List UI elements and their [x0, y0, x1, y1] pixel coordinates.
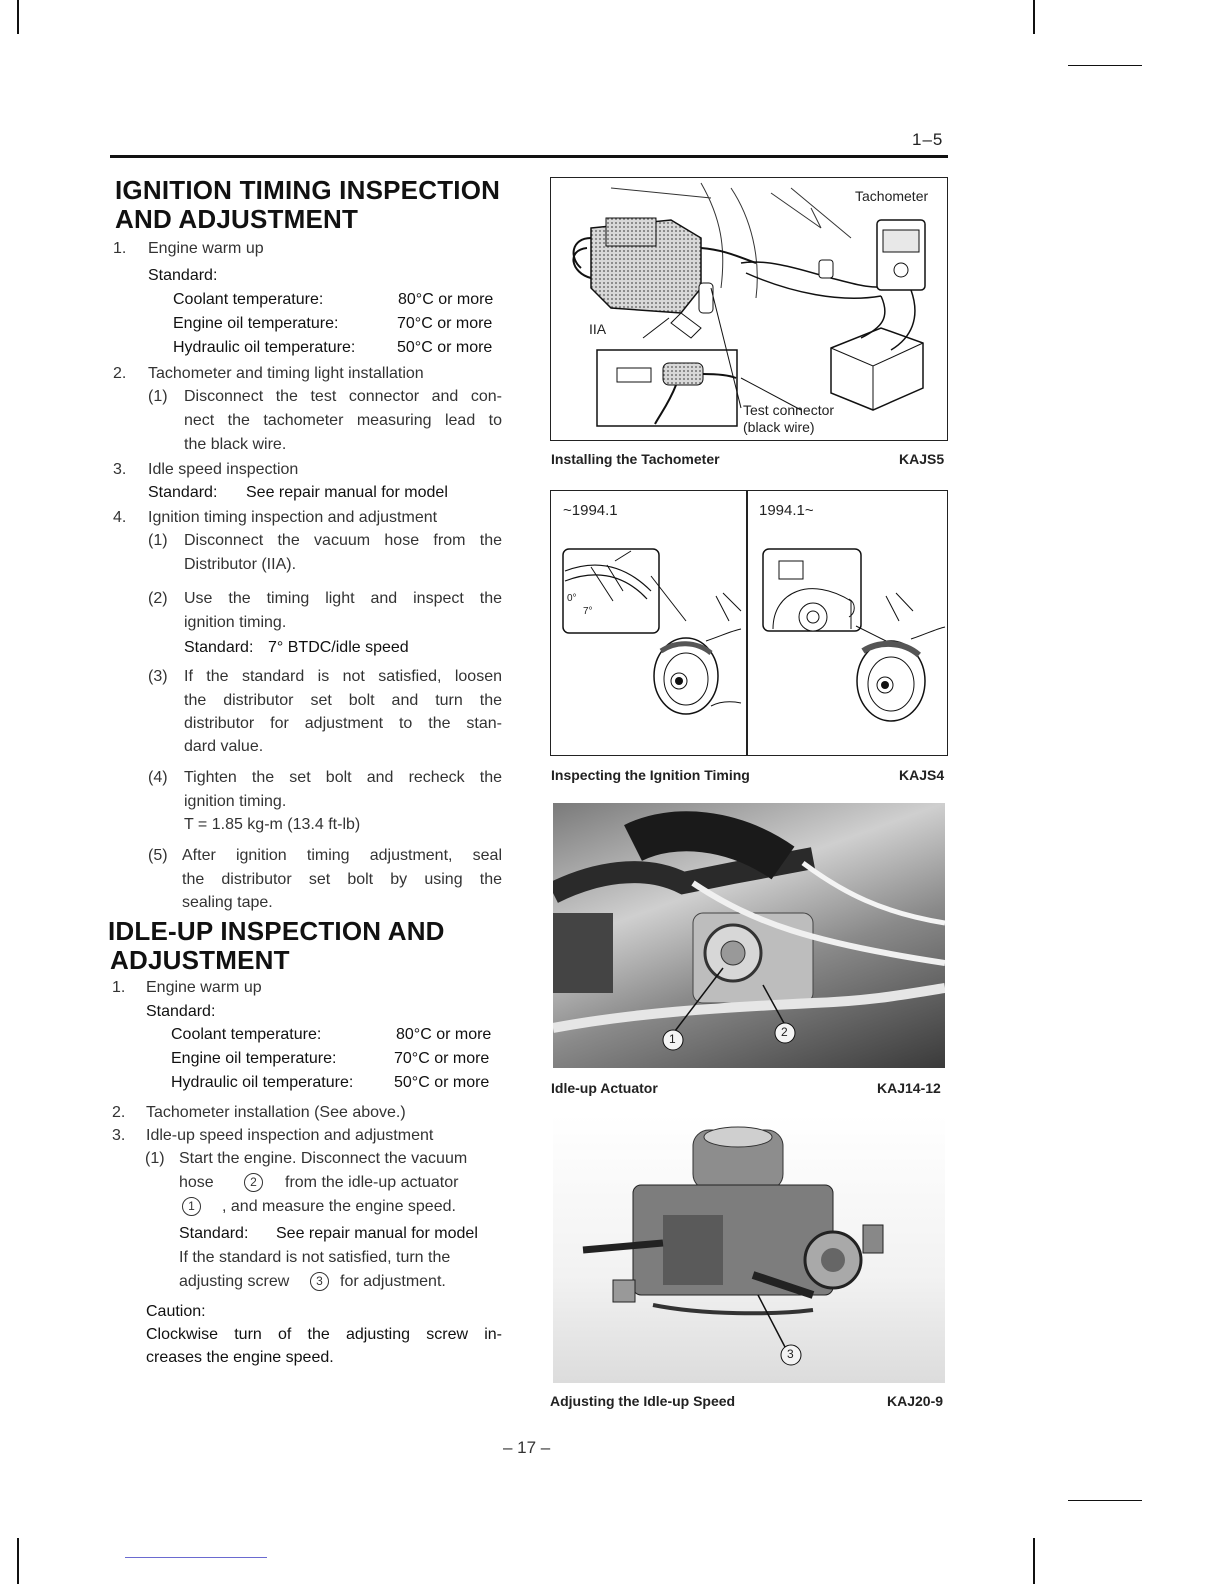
callout-circle-3: 3 — [310, 1272, 329, 1291]
substep-text: If the standard is not satisfied, turn the — [179, 1249, 451, 1266]
substep-text: the distributor set bolt and turn the — [184, 692, 502, 709]
ignition-title-line2: AND ADJUSTMENT — [115, 204, 359, 234]
step-number: 1. — [113, 240, 127, 257]
step-text: Idle speed inspection — [148, 461, 299, 478]
page-number: – 17 – — [503, 1438, 551, 1457]
black-wire-label: (black wire) — [743, 419, 815, 435]
callout-circle-2: 2 — [244, 1173, 263, 1192]
callout-1: 1 — [669, 1032, 676, 1046]
substep-text: ignition timing. — [184, 614, 287, 631]
substep-text: Start the engine. Disconnect the vacuum — [179, 1150, 468, 1167]
callout-2: 2 — [781, 1025, 788, 1039]
degree-7-label: 7° — [583, 606, 593, 617]
section-page-number: 1–5 — [912, 130, 944, 149]
tachometer-label: Tachometer — [855, 188, 929, 204]
tachometer-figure — [550, 177, 948, 441]
timing-illustration — [551, 491, 947, 755]
crop-mark — [17, 0, 19, 34]
substep-text: adjusting screw — [179, 1273, 290, 1290]
callout-circle-1: 1 — [182, 1197, 201, 1216]
ignition-title-line1: IGNITION TIMING INSPECTION — [115, 175, 501, 205]
step-number: 2. — [112, 1104, 126, 1121]
step-text: Tachometer and timing light installation — [148, 365, 424, 382]
substep-number: (1) — [148, 388, 168, 405]
idle-up-actuator-photo — [553, 803, 945, 1068]
substep-text: If the standard is not satisfied, loosen — [184, 668, 502, 685]
timing-figure — [550, 490, 948, 756]
substep-text: for adjustment. — [340, 1273, 446, 1290]
standard-label: Standard: — [148, 484, 218, 501]
step-text: Tachometer installation (See above.) — [146, 1104, 406, 1121]
header-rule — [110, 155, 948, 158]
substep-number: (3) — [148, 668, 168, 685]
spec-value: 70°C or more — [394, 1050, 490, 1067]
idle-up-speed-photo — [553, 1115, 945, 1383]
standard-label: Standard: — [184, 639, 254, 656]
substep-text: Use the timing light and inspect the — [184, 590, 502, 607]
standard-label: Standard: — [146, 1003, 216, 1020]
crop-mark — [1068, 1500, 1142, 1501]
figure-code: KAJS4 — [899, 767, 945, 783]
figure-code: KAJ14-12 — [877, 1080, 941, 1096]
tachometer-illustration — [551, 178, 947, 440]
substep-text: Distributor (IIA). — [184, 556, 297, 573]
spec-value: 50°C or more — [394, 1074, 490, 1091]
substep-number: (4) — [148, 769, 168, 786]
spec-label: Engine oil temperature: — [171, 1050, 337, 1067]
substep-text: nect the tachometer measuring lead to — [184, 412, 502, 429]
figure-caption: Adjusting the Idle-up Speed — [550, 1393, 736, 1409]
spec-label: Coolant temperature: — [171, 1026, 322, 1043]
substep-text: dard value. — [184, 738, 264, 755]
substep-text: ignition timing. — [184, 793, 287, 810]
standard-value: See repair manual for model — [276, 1225, 478, 1242]
spec-label: Hydraulic oil temperature: — [171, 1074, 354, 1091]
substep-text: hose — [179, 1174, 214, 1191]
substep-number: (1) — [148, 532, 168, 549]
actuator-illustration — [553, 803, 945, 1068]
crop-mark — [1033, 1538, 1035, 1584]
spec-value: 70°C or more — [397, 315, 493, 332]
figure-code: KAJ20-9 — [887, 1393, 944, 1409]
substep-number: (5) — [148, 847, 168, 864]
figure-caption: Inspecting the Ignition Timing — [551, 767, 750, 783]
standard-value: See repair manual for model — [246, 484, 448, 501]
substep-text: Disconnect the vacuum hose from the — [184, 532, 502, 549]
crop-mark — [17, 1538, 19, 1584]
substep-text: sealing tape. — [182, 894, 273, 911]
standard-value: 7° BTDC/idle speed — [268, 639, 409, 656]
substep-number: (1) — [145, 1150, 165, 1167]
substep-text: the distributor set bolt by using the — [182, 871, 502, 888]
step-number: 4. — [113, 509, 127, 526]
crop-mark — [1033, 0, 1035, 34]
substep-number: (2) — [148, 590, 168, 607]
spec-value: 80°C or more — [398, 291, 494, 308]
figure-caption: Idle-up Actuator — [551, 1080, 658, 1096]
test-connector-label: Test connector — [743, 402, 835, 418]
caution-text: Clockwise turn of the adjusting screw in- — [146, 1326, 502, 1343]
step-text: Ignition timing inspection and adjustment — [148, 509, 438, 526]
substep-text: Disconnect the test connector and con- — [184, 388, 502, 405]
standard-label: Standard: — [148, 267, 218, 284]
carburetor-illustration — [553, 1115, 945, 1383]
spec-value: 80°C or more — [396, 1026, 492, 1043]
timing-right-label: 1994.1~ — [759, 502, 814, 519]
step-number: 3. — [112, 1127, 126, 1144]
step-number: 3. — [113, 461, 127, 478]
substep-text: from the idle-up actuator — [285, 1174, 459, 1191]
spec-label: Engine oil temperature: — [173, 315, 339, 332]
idleup-title-line1: IDLE-UP INSPECTION AND — [108, 916, 445, 946]
step-text: Engine warm up — [146, 979, 262, 996]
substep-text: distributor for adjustment to the stan- — [184, 715, 502, 732]
substep-text: Tighten the set bolt and recheck the — [184, 769, 502, 786]
substep-text: , and measure the engine speed. — [222, 1198, 456, 1215]
iia-label: IIA — [589, 321, 607, 337]
step-number: 1. — [112, 979, 126, 996]
figure-code: KAJS5 — [899, 451, 945, 467]
degree-0-label: 0° — [567, 593, 577, 604]
idleup-title-line2: ADJUSTMENT — [110, 945, 290, 975]
step-number: 2. — [113, 365, 127, 382]
spec-label: Coolant temperature: — [173, 291, 324, 308]
caution-label: Caution: — [146, 1303, 206, 1320]
spec-label: Hydraulic oil temperature: — [173, 339, 356, 356]
substep-text: After ignition timing adjustment, seal — [182, 847, 502, 864]
crop-mark — [1068, 65, 1142, 66]
caution-text: creases the engine speed. — [146, 1349, 334, 1366]
timing-left-label: ~1994.1 — [563, 502, 618, 519]
standard-label: Standard: — [179, 1225, 249, 1242]
step-text: Idle-up speed inspection and adjustment — [146, 1127, 434, 1144]
footer-underline — [125, 1557, 267, 1558]
figure-caption: Installing the Tachometer — [551, 451, 720, 467]
spec-value: 50°C or more — [397, 339, 493, 356]
substep-text: the black wire. — [184, 436, 287, 453]
callout-3: 3 — [787, 1347, 794, 1361]
torque-spec: T = 1.85 kg-m (13.4 ft-lb) — [184, 816, 361, 833]
step-text: Engine warm up — [148, 240, 264, 257]
